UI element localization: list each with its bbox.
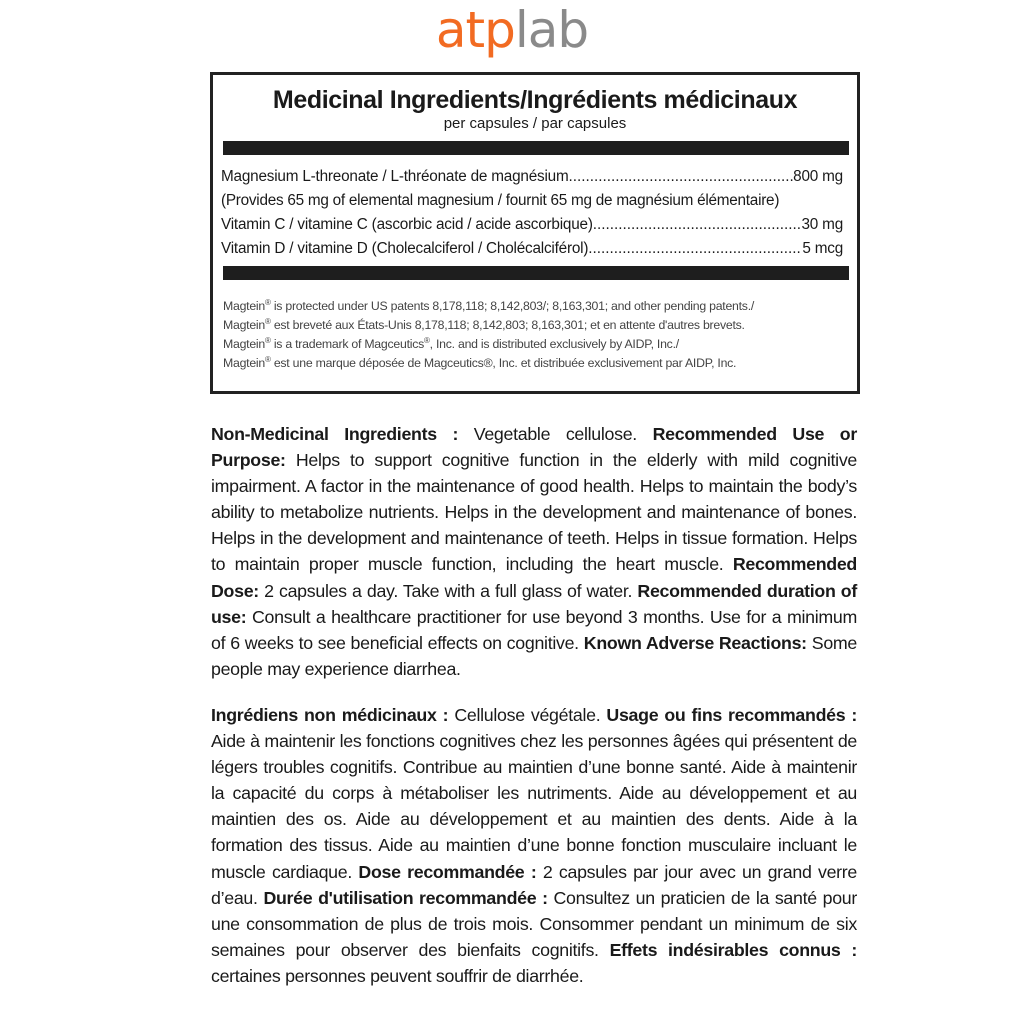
ingredient-row [221,165,843,189]
legal-line [223,297,853,316]
ingredient-amount: 800 mg [793,168,843,185]
medicinal-ingredients-panel [210,72,860,394]
registered-mark: ® [265,298,271,307]
legal-line [223,316,853,335]
legal-text: is protected under US patents 8,178,118; 8,142,803/; 8,163,301; and other pending patents./ [270,299,755,313]
dose-text: 2 capsules par jour avec un grand verre d’eau. [211,861,858,908]
panel-subtitle: per capsules / par capsules [443,115,627,132]
nonmed-label: Ingrédiens non médicinaux : [211,705,449,725]
legal-line [223,335,853,354]
leader-dots [593,213,802,237]
nonmed-text: Vegetable cellulose. [458,424,653,444]
legal-line [223,354,853,373]
registered-mark: ® [265,355,271,364]
dose-text: 2 capsules a day. Take with a full glass of water. [258,580,638,601]
logo-lab: lab [514,1,589,59]
registered-mark: ® [265,317,271,326]
ingredient-note: (Provides 65 mg of elemental magnesium / fournit 65 mg de magnésium élémentaire) [221,192,780,209]
legal-brand: Magtein [223,356,265,370]
leader-dots [588,237,802,261]
french-description [211,702,857,989]
duration-text: Consultez un praticien de la santé pour une consommation de plus de trois mois. Consommer pendant un minimum de six semaines pour observer des bienfaits cognitifs. [211,887,858,960]
use-label: Usage ou fins recommandés : [606,705,858,725]
duration-label: Recommended duration of use: [211,580,857,627]
legal-notice [223,297,853,373]
legal-brand: Magtein [223,299,265,313]
legal-text: is a trademark of Magceutics [270,337,425,351]
dose-label: Recommended Dose: [211,554,857,601]
adverse-label: Known Adverse Reactions: [583,632,807,653]
use-text: Aide à maintenir les fonctions cognitives chez les personnes âgées qui présentent de légers troubles cognitifs. Contribue au maintien d’une bonne santé. Aide à maintenir la capacité du corps à métaboliser les nutriments. Aide au développement et au maintien des os. Aide au développement et au maintien des dents. Aide à la formation des tissus. Aide au maintien d’une bonne fonction musculaire incluant le muscle cardiaque. [211,731,857,882]
dose-label: Dose recommandée : [358,861,537,882]
divider-bar-bottom [223,266,849,280]
duration-label: Durée d'utilisation recommandée : [263,887,548,908]
adverse-text: Some people may experience diarrhea. [211,632,858,679]
legal-brand: Magtein [223,318,265,332]
ingredient-name: Magnesium L-threonate / L-thréonate de magnésium [221,168,569,185]
english-description [211,421,857,682]
ingredient-name: Vitamin D / vitamine D (Cholecalciferol / Cholécalciférol) [221,240,589,257]
brand-logo [0,0,1024,62]
legal-text: est breveté aux États-Unis 8,178,118; 8,142,803; 8,163,301; et en attente d'autres brevets. [270,318,745,332]
use-text: Helps to support cognitive function in the elderly with mild cognitive impairment. A factor in the maintenance of good health. Helps to maintain the body’s ability to metabolize nutrients. Helps in the development and maintenance of bones. Helps in the development and maintenance of teeth. Helps in tissue formation. Helps to maintain proper muscle function, including the heart muscle. [211,450,857,575]
ingredient-amount: 5 mcg [802,240,843,257]
adverse-label: Effets indésirables connus : [609,939,857,960]
ingredient-row [221,237,843,261]
use-label: Recommended Use or Purpose: [211,424,857,471]
legal-brand: Magtein [223,337,265,351]
registered-mark: ® [424,336,430,345]
nonmed-label: Non-Medicinal Ingredients : [211,424,459,444]
ingredient-row [221,213,843,237]
divider-bar-top [223,141,849,155]
ingredient-name: Vitamin C / vitamine C (ascorbic acid / acide ascorbique) [221,216,593,233]
nonmed-text: Cellulose végétale. [448,705,607,725]
adverse-text: certaines personnes peuvent souffrir de diarrhée. [211,965,584,986]
ingredient-amount: 30 mg [801,216,843,233]
registered-mark: ® [265,336,271,345]
duration-text: Consult a healthcare practitioner for use beyond 3 months. Use for a minimum of 6 weeks to see beneficial effects on cognitive. [211,606,857,653]
logo-atp: atp [435,1,515,59]
legal-text: , Inc. and is distributed exclusively by AIDP, Inc./ [429,337,679,351]
leader-dots [569,165,794,189]
legal-text: est une marque déposée de Magceutics®, Inc. et distribuée exclusivement par AIDP, Inc. [270,356,737,370]
panel-title: Medicinal Ingredients/Ingrédients médicinaux [272,86,798,114]
